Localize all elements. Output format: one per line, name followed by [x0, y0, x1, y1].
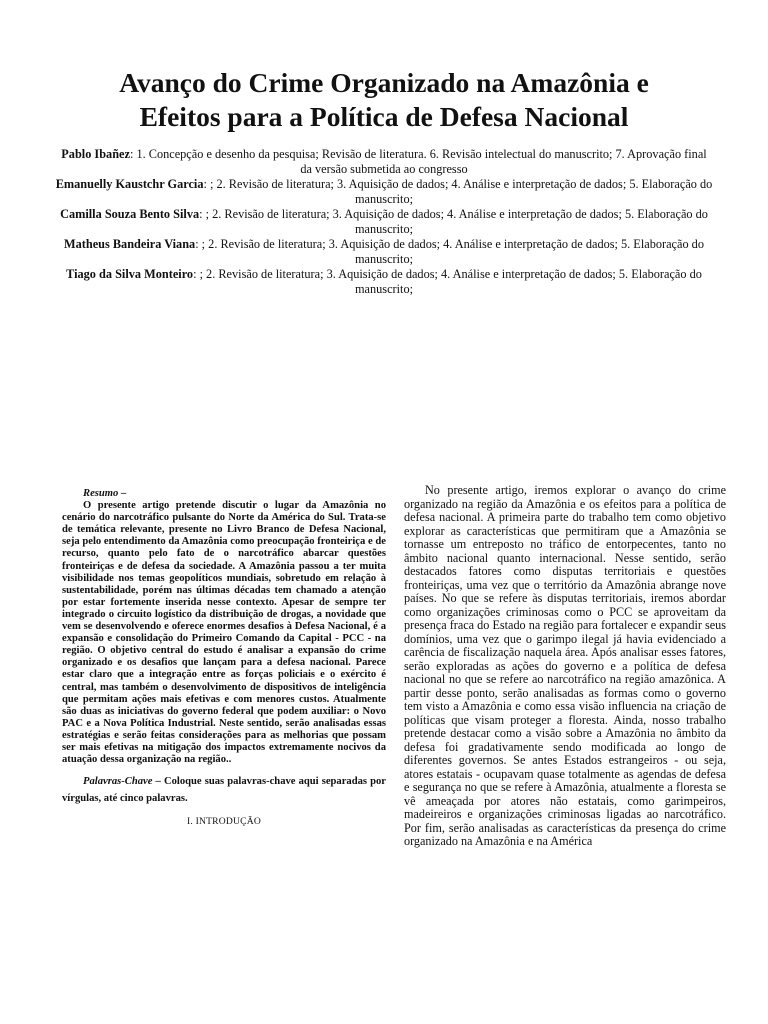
keywords-dash: – [152, 776, 164, 788]
abstract-heading: Resumo – [83, 488, 127, 499]
author-entry [54, 267, 714, 297]
abstract-text: O presente artigo pretende discutir o lugar da Amazônia no cenário do narcotráfico pulsante do Norte da América do Sul. Trata-se de temática relevante, presente no Livro Branco de Defesa Nacional, seja pelo entendimento da Amazônia como preocupação fronteiriça e de recurso, quanto pelo fato de o narcotráfico abarcar questões fronteiriças e de defesa da sociedade. A Amazônia passou a ter muita visibilidade nos temas geopolíticos mundiais, sobretudo em relação à sustentabilidade, porém nas últimas décadas tem chamado a atenção por estar fortemente inserida nesse contexto. Apesar de sempre ter integrado o circuito logístico da distribuição de drogas, a novidade que vem se desenvolvendo e oferece enormes desafios à Defesa Nacional, é a expansão e consolidação do Primeiro Comando da Capital - PCC - na região. O objetivo central do estudo é analisar a expansão do crime organizado e os desafios que lançam para a defesa nacional. Parece estar claro que a integração entre as forças policiais e o exército é central, mas também o desenvolvimento de dispositivos de inteligência que permitam ações mais efetivas e com menores custos. Atualmente são duas as iniciativas do governo federal que podem auxiliar: o Novo PAC e a Nova Política Industrial. Neste sentido, serão analisadas essas estratégias e serão feitas considerações para as melhorias que possam ser mais efetivas na mitigação dos impactos extremamente nocivos da atuação dessa organização na região.. [62, 500, 386, 766]
keywords-paragraph [62, 773, 386, 807]
introduction-text: No presente artigo, iremos explorar o avanço do crime organizado na região da Amazônia e os efeitos para a política de defesa nacional. A primeira parte do trabalho tem como objetivo explorar as características que permitiram que a Amazônia se tornasse um entreposto no tráfico de entorpecentes, tanto no âmbito nacional quanto internacional. Nesse sentido, serão destacados fatores como disputas territoriais e questões fronteiriças, uma vez que o território da Amazônia abrange nove países. No que se refere às disputas territoriais, iremos abordar como organizações criminosas como o PCC se aproveitam da presença fraca do Estado na região para fortalecer e expandir seus domínios, uma vez que o garimpo ilegal já havia evidenciado a carência de fiscalização naquela área. Após analisar esses fatores, serão exploradas as ações do governo e a política de defesa nacional no que se refere ao narcotráfico na região amazônica. A partir desse ponto, serão analisadas as formas como o governo tem visto a Amazônia e como essa visão influencia na criação de políticas que visam proteger a floresta. Ainda, nosso trabalho pretende destacar como a visão sobre a Amazônia no âmbito da defesa foi gradativamente sendo modificada ao longo de diferentes governos. Se antes Estados estrangeiros - ou seja, atores estatais - ocupavam quase totalmente as agendas de defesa e segurança no que se refere à Amazônia, atualmente a floresta se vê ameaçada por atores não estatais, como garimpeiros, madeireiros e organizações criminosas ligadas ao narcotráfico. Por fim, serão analisadas as características da presença do crime organizado na Amazônia e na América [404, 483, 726, 848]
author-name: Emanuelly Kaustchr Garcia [55, 177, 204, 191]
author-name: Camilla Souza Bento Silva [60, 207, 200, 221]
author-name: Pablo Ibañez [61, 147, 130, 161]
section-heading-introduction: I. INTRODUÇÃO [186, 816, 261, 828]
title-line-1: Avanço do Crime Organizado na Amazônia e [119, 67, 649, 98]
right-column [404, 484, 726, 849]
author-list [54, 147, 714, 297]
author-entry [54, 177, 714, 207]
keywords-text: Coloque suas palavras-chave aqui separadas por vírgulas, até cinco palavras. [62, 776, 386, 805]
author-entry [54, 207, 714, 237]
paper-title [40, 66, 728, 134]
author-contribution: : ; 2. Revisão de literatura; 3. Aquisição de dados; 4. Análise e interpretação de dados; 5. Elaboração do manuscrito; [203, 177, 713, 206]
author-entry [54, 147, 714, 177]
author-contribution: : ; 2. Revisão de literatura; 3. Aquisição de dados; 4. Análise e interpretação de dados; 5. Elaboração do manuscrito; [199, 207, 708, 236]
author-contribution: : 1. Concepção e desenho da pesquisa; Revisão de literatura. 6. Revisão intelectual do manuscrito; 7. Aprovação final da versão submetida ao congresso [129, 147, 707, 176]
title-line-2: Efeitos para a Política de Defesa Nacional [139, 101, 629, 132]
keywords-label: Palavras-Chave [83, 776, 153, 788]
author-name: Matheus Bandeira Viana [64, 237, 196, 251]
author-entry [54, 237, 714, 267]
author-contribution: : ; 2. Revisão de literatura; 3. Aquisição de dados; 4. Análise e interpretação de dados; 5. Elaboração do manuscrito; [193, 267, 702, 296]
author-name: Tiago da Silva Monteiro [66, 267, 194, 281]
author-contribution: : ; 2. Revisão de literatura; 3. Aquisição de dados; 4. Análise e interpretação de dados; 5. Elaboração do manuscrito; [195, 237, 704, 266]
left-column [62, 488, 386, 828]
